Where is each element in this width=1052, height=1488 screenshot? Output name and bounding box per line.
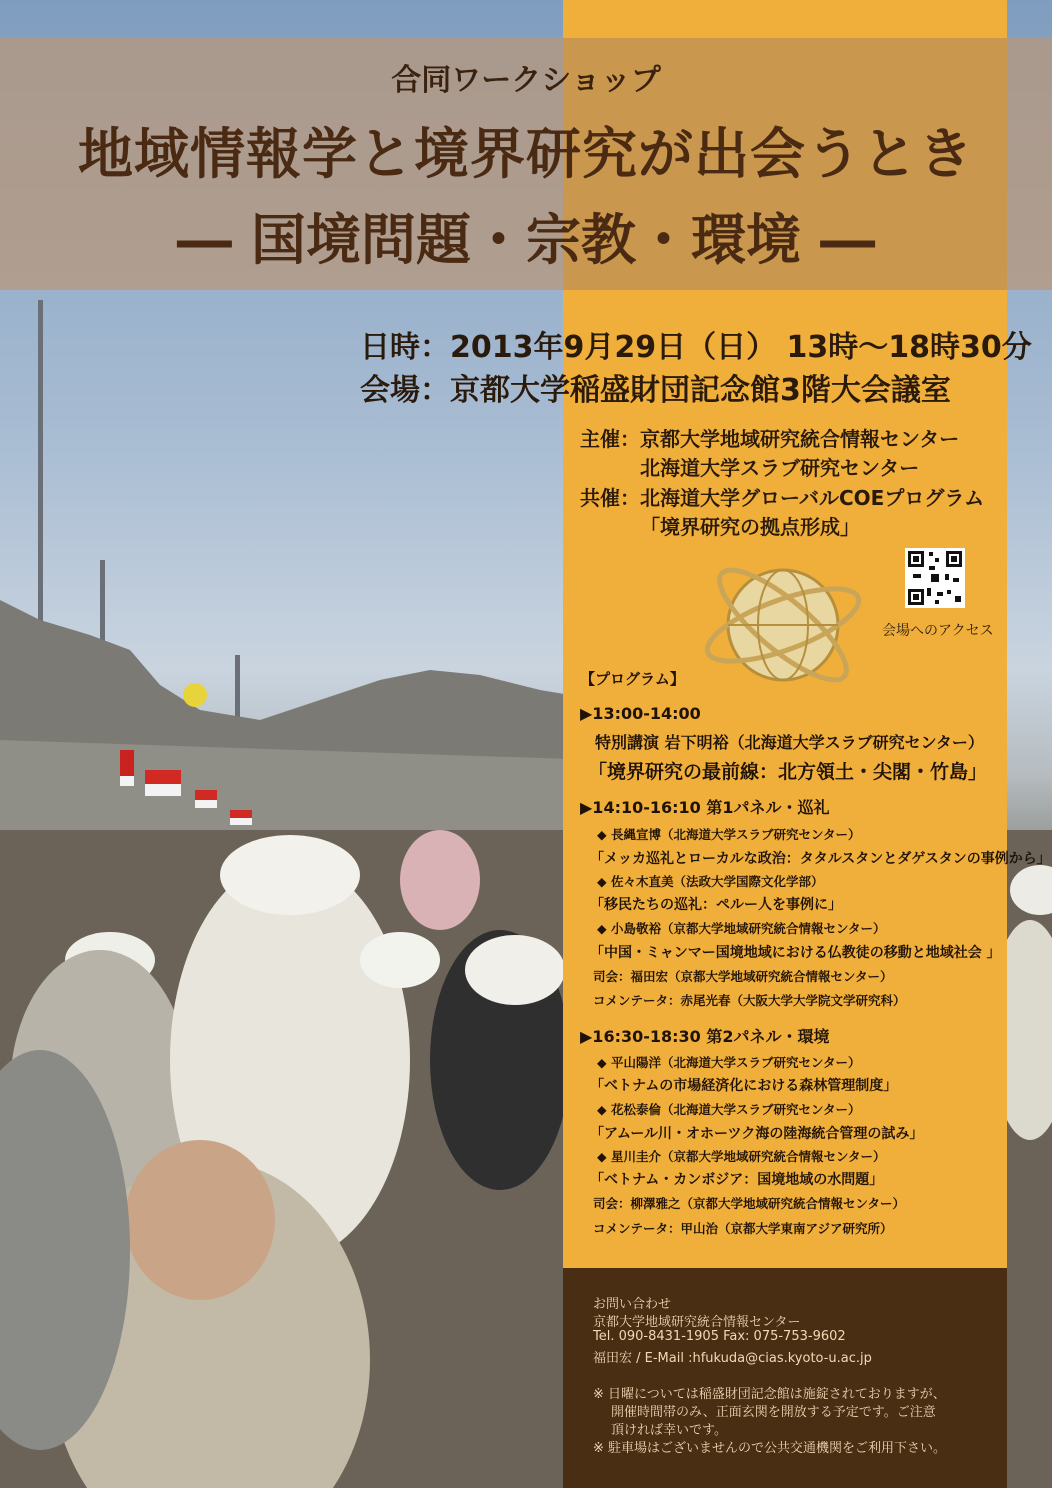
cohost-2: 「境界研究の拠点形成」 bbox=[640, 515, 860, 539]
note-2: 開催時間帯のみ、正面玄関を開放する予定です。ご注意 bbox=[611, 1405, 936, 1420]
session3-presenter2: ◆ 花松泰倫（北海道大学スラブ研究センター） bbox=[597, 1102, 861, 1117]
session2-commentator: コメンテータ：赤尾光春（大阪大学大学院文学研究科） bbox=[593, 993, 906, 1008]
flags-icon bbox=[120, 720, 260, 840]
contact-tel: Tel. 090-8431-1905 Fax: 075-753-9602 bbox=[593, 1329, 846, 1344]
note-3: 頂ければ幸いです。 bbox=[611, 1423, 727, 1438]
session3-chair: 司会：柳澤雅之（京都大学地域研究統合情報センター） bbox=[593, 1196, 906, 1211]
balloon-icon bbox=[180, 680, 210, 710]
session2-presenter1: ◆ 長縄宣博（北海道大学スラブ研究センター） bbox=[597, 827, 861, 842]
contact-org: 京都大学地域研究統合情報センター bbox=[593, 1315, 801, 1330]
session3-presenter1: ◆ 平山陽洋（北海道大学スラブ研究センター） bbox=[597, 1055, 861, 1070]
event-venue: 会場：京都大学稲盛財団記念館3階大会議室 bbox=[360, 373, 951, 408]
session2-presenter3: ◆ 小島敬裕（京都大学地域研究統合情報センター） bbox=[597, 921, 886, 936]
host-1: 京都大学地域研究統合情報センター bbox=[640, 427, 960, 451]
session2-presenter2: ◆ 佐々木直美（法政大学国際文化学部） bbox=[597, 874, 824, 889]
note-4: ※ 駐車場はございませんので公共交通機関をご利用下さい。 bbox=[593, 1441, 947, 1456]
session3-title3: 「ベトナム・カンボジア：国境地域の水問題」 bbox=[590, 1172, 884, 1188]
session3-presenter3: ◆ 星川圭介（京都大学地域研究統合情報センター） bbox=[597, 1149, 886, 1164]
cohost-label: 共催： bbox=[580, 486, 640, 510]
workshop-title-sub: ― 国境問題・宗教・環境 ― bbox=[176, 208, 876, 272]
contact-email[interactable]: 福田宏 / E-Mail :hfukuda@cias.kyoto-u.ac.jp bbox=[593, 1351, 872, 1366]
globe-icon bbox=[698, 555, 868, 695]
session2-title1: 「メッカ巡礼とローカルな政治：タタルスタンとダゲスタンの事例から」 bbox=[590, 851, 1051, 867]
workshop-subtitle: 合同ワークショップ bbox=[391, 63, 661, 98]
session2-time: ▶14:10-16:10 第1パネル・巡礼 bbox=[580, 798, 830, 817]
host-label: 主催： bbox=[580, 427, 640, 451]
session2-title3: 「中国・ミャンマー国境地域における仏教徒の移動と地域社会 」 bbox=[590, 945, 1001, 961]
session2-chair: 司会：福田宏（京都大学地域研究統合情報センター） bbox=[593, 969, 893, 984]
qr-caption: 会場へのアクセス bbox=[882, 623, 994, 639]
contact-label: お問い合わせ bbox=[593, 1297, 672, 1312]
session2-title2: 「移民たちの巡礼：ペルー人を事例に」 bbox=[590, 897, 842, 913]
session1-title: 「境界研究の最前線：北方領土・尖閣・竹島」 bbox=[588, 761, 988, 783]
program-heading: 【プログラム】 bbox=[580, 670, 685, 688]
session3-title2: 「アムール川・オホーツク海の陸海統合管理の試み」 bbox=[590, 1126, 924, 1142]
host-2: 北海道大学スラブ研究センター bbox=[640, 456, 920, 480]
session3-commentator: コメンテータ：甲山治（京都大学東南アジア研究所） bbox=[593, 1221, 893, 1236]
workshop-title: 地域情報学と境界研究が出会うとき bbox=[77, 122, 974, 186]
session1-time: ▶13:00-14:00 bbox=[580, 704, 701, 723]
event-datetime: 日時：2013年9月29日（日） 13時～18時30分 bbox=[360, 330, 1032, 365]
qr-code-icon[interactable] bbox=[905, 548, 965, 608]
note-1: ※ 日曜については稲盛財団記念館は施錠されておりますが、 bbox=[593, 1387, 946, 1402]
mountain-silhouette bbox=[0, 590, 600, 850]
session3-title1: 「ベトナムの市場経済化における森林管理制度」 bbox=[590, 1078, 898, 1094]
session3-time: ▶16:30-18:30 第2パネル・環境 bbox=[580, 1027, 830, 1046]
session1-speaker: 特別講演 岩下明裕（北海道大学スラブ研究センター） bbox=[595, 733, 984, 752]
cohost-1: 北海道大学グローバルCOEプログラム bbox=[640, 486, 985, 510]
